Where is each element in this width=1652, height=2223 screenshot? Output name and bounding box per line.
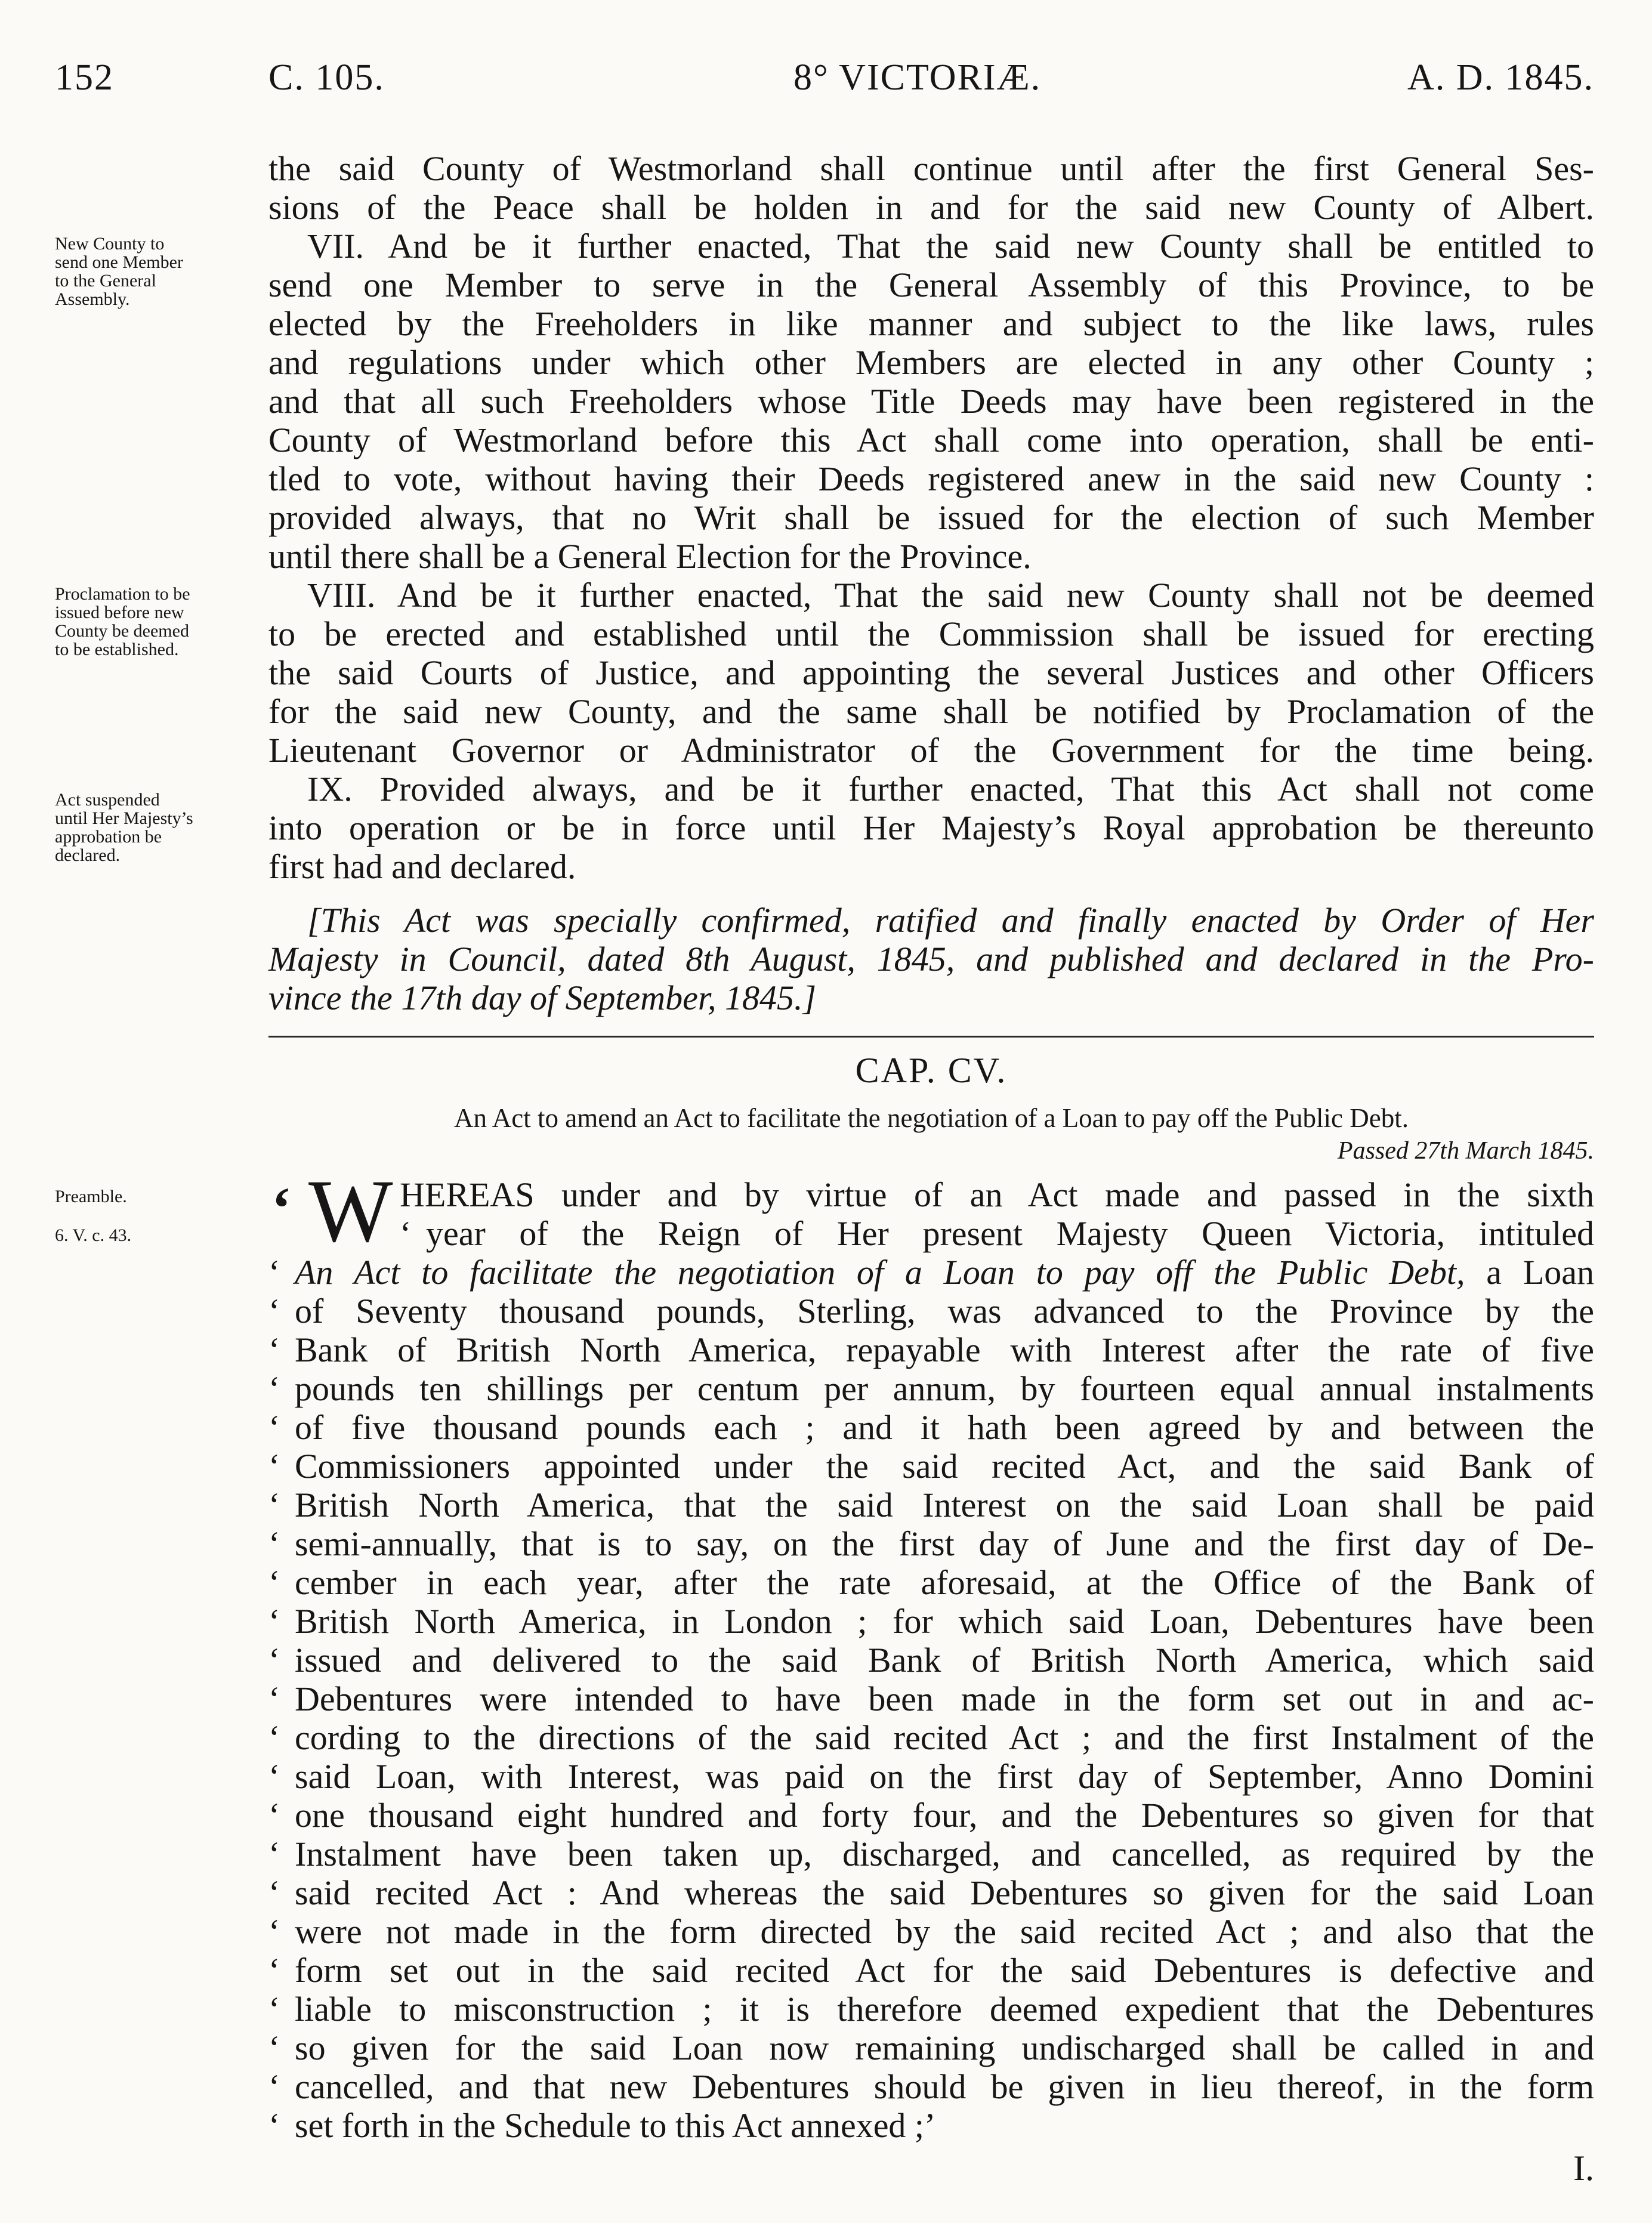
- body-line: provided always, that no Writ shall be issued for the election of such Member: [268, 498, 1594, 537]
- confirmation-line: [This Act was specially confirmed, ratified and finally enacted by Order of Her: [307, 901, 1594, 940]
- body-line: to be erected and established until the Commission shall be issued for erecting: [268, 615, 1594, 653]
- preamble-line: ‘ British North America, that the said Interest on the said Loan shall be paid: [268, 1486, 1594, 1524]
- preamble-line: ‘ said recited Act : And whereas the said Debentures so given for the said Loan: [268, 1873, 1594, 1912]
- preamble-line: ‘ one thousand eight hundred and forty four, and the Debentures so given for that: [268, 1796, 1594, 1835]
- preamble-line: ‘ issued and delivered to the said Bank of British North America, which said: [268, 1641, 1594, 1679]
- preamble-line: ‘ Bank of British North America, repayable with Interest after the rate of five: [268, 1330, 1594, 1369]
- marginal-note-statute-ref: 6. V. c. 43.: [55, 1225, 132, 1245]
- body-line: send one Member to serve in the General Assembly of this Province, to be: [268, 265, 1594, 304]
- body-line: until there shall be a General Election for the Province.: [268, 537, 1032, 576]
- drop-cap: W: [308, 1162, 393, 1261]
- preamble-line: ‘ year of the Reign of Her present Majesty Queen Victoria, intituled: [400, 1214, 1594, 1253]
- body-line: for the said new County, and the same shall be notified by Proclamation of the: [268, 692, 1594, 731]
- marginal-note-preamble: Preamble.: [55, 1187, 127, 1206]
- section-divider: [268, 1036, 1594, 1038]
- act-title: An Act to amend an Act to facilitate the negotiation of a Loan to pay off the Public Debt.: [454, 1103, 1409, 1133]
- marginal-note-proclamation: Proclamation to be issued before new County be deemed to be established.: [55, 584, 190, 659]
- chapter-number: C. 105.: [268, 57, 385, 98]
- preamble-line: ‘ pounds ten shillings per centum per annum, by fourteen equal annual instalments: [268, 1369, 1594, 1408]
- confirmation-line: Majesty in Council, dated 8th August, 1845, and published and declared in the Pro-: [268, 940, 1594, 978]
- body-line: and that all such Freeholders whose Title Deeds may have been registered in the: [268, 382, 1594, 421]
- body-line: tled to vote, without having their Deeds registered anew in the said new County :: [268, 459, 1594, 498]
- preamble-line: ‘ Debentures were intended to have been made in the form set out in and ac-: [268, 1679, 1594, 1718]
- body-line: the said County of Westmorland shall continue until after the first General Ses-: [268, 149, 1594, 188]
- passed-date: Passed 27th March 1845.: [1337, 1137, 1594, 1165]
- body-line: Lieutenant Governor or Administrator of the Government for the time being.: [268, 731, 1594, 770]
- body-line: County of Westmorland before this Act shall come into operation, shall be enti-: [268, 421, 1594, 459]
- cited-act-title: An Act to facilitate the negotiation of a Loan to pay off the Public Debt,: [295, 1253, 1465, 1292]
- preamble-line: ‘ Commissioners appointed under the said recited Act, and the said Bank of: [268, 1447, 1594, 1486]
- section-viii-start: VIII. And be it further enacted, That the said new County shall not be deemed: [307, 576, 1594, 615]
- section-ix-start: IX. Provided always, and be it further enacted, That this Act shall not come: [307, 770, 1594, 808]
- body-line: first had and declared.: [268, 847, 576, 886]
- preamble-line: ‘ Instalment have been taken up, discharged, and cancelled, as required by the: [268, 1835, 1594, 1873]
- regnal-year: 8° VICTORIÆ.: [793, 57, 1042, 98]
- preamble-line: ‘ set forth in the Schedule to this Act annexed ;’: [268, 2106, 936, 2145]
- confirmation-line: vince the 17th day of September, 1845.]: [268, 978, 817, 1017]
- preamble-line: ‘ so given for the said Loan now remaining undischarged shall be called in and: [268, 2029, 1594, 2067]
- preamble-line: ‘ cancelled, and that new Debentures should be given in lieu thereof, in the form: [268, 2067, 1594, 2106]
- body-line: sions of the Peace shall be holden in and for the said new County of Albert.: [268, 188, 1594, 227]
- preamble-line: ‘ liable to misconstruction ; it is therefore deemed expedient that the Debentures: [268, 1990, 1594, 2029]
- preamble-line: ‘ An Act to facilitate the negotiation of a Loan to pay off the Public Debt, a Loan: [268, 1253, 1595, 1292]
- preamble-line: ‘ of Seventy thousand pounds, Sterling, was advanced to the Province by the: [268, 1292, 1594, 1330]
- marginal-note-act-suspended: Act suspended until Her Majesty’s approbation be declared.: [55, 790, 193, 865]
- preamble-line: ‘ British North America, in London ; for which said Loan, Debentures have been: [268, 1602, 1594, 1641]
- body-line: into operation or be in force until Her Majesty’s Royal approbation be thereunto: [268, 808, 1594, 847]
- cap-heading: CAP. CV.: [855, 1051, 1008, 1090]
- catchword: I.: [1573, 2148, 1594, 2188]
- preamble-line: HEREAS under and by virtue of an Act made and passed in the sixth: [400, 1175, 1594, 1214]
- section-vii-start: VII. And be it further enacted, That the said new County shall be entitled to: [307, 227, 1594, 265]
- preamble-line: ‘ were not made in the form directed by the said recited Act ; and also that the: [268, 1912, 1594, 1951]
- body-line: the said Courts of Justice, and appointing the several Justices and other Officers: [268, 653, 1594, 692]
- body-line: and regulations under which other Members are elected in any other County ;: [268, 343, 1594, 382]
- preamble-line: ‘ of five thousand pounds each ; and it hath been agreed by and between the: [268, 1408, 1594, 1447]
- opening-quote: ‘: [271, 1175, 292, 1241]
- preamble-line: ‘ cording to the directions of the said recited Act ; and the first Instalment of the: [268, 1718, 1594, 1757]
- page-number: 152: [55, 57, 114, 98]
- preamble-line: ‘ form set out in the said recited Act for the said Debentures is defective and: [268, 1951, 1594, 1990]
- preamble-line: ‘ semi-annually, that is to say, on the first day of June and the first day of De-: [268, 1524, 1594, 1563]
- calendar-year: A. D. 1845.: [1407, 57, 1594, 98]
- preamble-line: ‘ said Loan, with Interest, was paid on the first day of September, Anno Domini: [268, 1757, 1594, 1796]
- body-line: elected by the Freeholders in like manner and subject to the like laws, rules: [268, 304, 1594, 343]
- marginal-note-new-county: New County to send one Member to the General Assembly.: [55, 234, 183, 309]
- preamble-line: ‘ cember in each year, after the rate aforesaid, at the Office of the Bank of: [268, 1563, 1594, 1602]
